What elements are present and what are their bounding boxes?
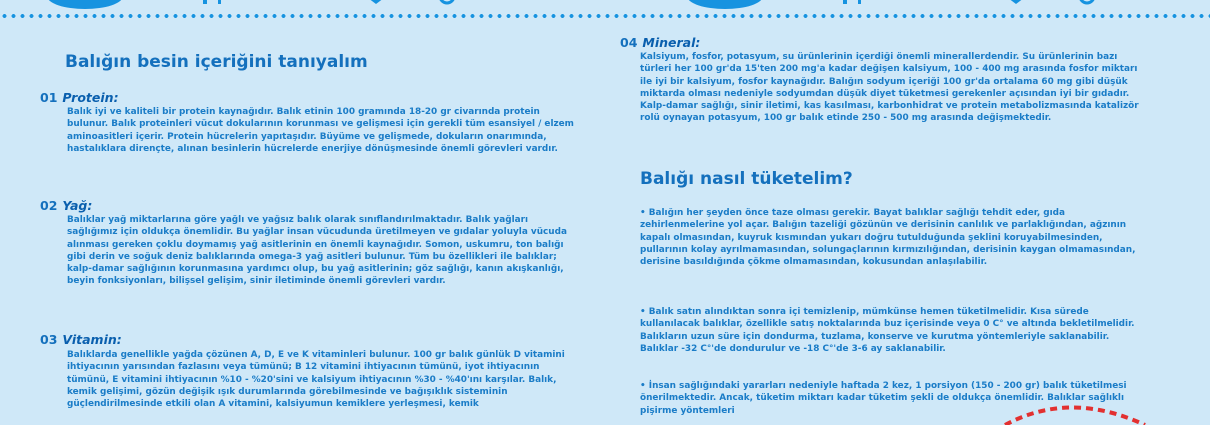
section-number: 04 xyxy=(620,35,637,50)
section-name: Vitamin: xyxy=(62,332,121,347)
section-number: 02 xyxy=(40,198,57,213)
icon-bar xyxy=(843,0,847,4)
dashed-arc-path xyxy=(1005,408,1145,425)
section-vitamin-text: Balıklarda genellikle yağda çözünen A, D, E ve K vitaminleri bulunur. 100 gr balık günlük D vitamini ihtiyacının yarısından fazlasını veya tümünü; B 12 vitamini ihtiyacının tümünü, iyot ihtiyacının tümünü, E vitamini ihtiyacının %10 - %20'sini ve kalsiyum ihtiyacının %30 - %40'ını karşılar. Balık, kemik gelişimi, gözün değişik ışık durumlarında görebilmesinde ve bağışıklık sisteminin güçlendirilmesinde etkili olan A vitamini, kalsiyumun kemiklere yerleşmesi, kemik xyxy=(67,349,577,410)
section-mineral-title xyxy=(620,35,700,50)
fish-icon xyxy=(0,0,1210,14)
consumption-bullet: • Balığın her şeyden önce taze olması gerekir. Bayat balıklar sağlığı tehdit eder, gıda zehirlenmelerine yol açar. Balığın tazeliği gözünün ve derisinin canlılık ve parlaklığından, ağzının kapalı olmasından, kuyruk kısmından yukarı doğru tutulduğunda şeklini koruyabilmesinden, pullarının kolay ayrılmamasından, solungaçlarının kırmızılığından, derisinin kaygan olmamasından, derisine basıldığında çökme olmamasından, kokusundan anlaşılabilir. xyxy=(640,207,1140,268)
section-protein-text: Balık iyi ve kaliteli bir protein kaynağıdır. Balık etinin 100 gramında 18-20 gr civarında protein bulunur. Balık proteinleri vücut dokularının korunması ve gelişmesi için gerekli tüm esansiyel / elzem aminoasitleri içerir. Protein hücrelerin yapıtaşıdır. Büyüme ve gelişmede, dokuların onarımında, hastalıklara dirençte, alınan besinlerin hücrelerde enerjiye dönüşmesinde önemli görevleri vardır. xyxy=(67,106,577,155)
section-mineral-text: Kalsiyum, fosfor, potasyum, su ürünlerinin içerdiği önemli minerallerdendir. Su ürünlerinin bazı türleri her 100 gr'da 15'ten 200 mg'a kadar değişen kalsiyum, 100 - 400 mg arasında fosfor miktarı ile iyi bir kalsiyum, fosfor kaynağıdır. Balığın sodyum içeriği 100 gr'da ortalama 60 mg gibi düşük miktarda olması nedeniyle sodyumdan düşük diyet tüketmesi gerekenler açısından iyi bir gıdadır. Kalp-damar sağlığı, sinir iletimi, kas kasılması, karbonhidrat ve protein metabolizmasında katalizör rolü oynayan potasyum, 100 gr balık etinde 250 - 500 mg arasında değişmektedir. xyxy=(640,51,1140,125)
section-name: Mineral: xyxy=(642,35,700,50)
section-name: Yağ: xyxy=(62,198,92,213)
nutrition-heading: Balığın besin içeriğini tanıyalım xyxy=(65,52,368,72)
icon-circle xyxy=(440,0,454,3)
section-vitamin-title xyxy=(40,332,122,347)
section-protein-title xyxy=(40,90,119,105)
section-number: 03 xyxy=(40,332,57,347)
section-fat-text: Balıklar yağ miktarlarına göre yağlı ve yağsız balık olarak sınıflandırılmaktadır. Balık yağları sağlığımız için oldukça önemlidir. Bu yağlar insan vücudunda üretilmeyen ve gıdalar yoluyla vücuda alınması gereken çoklu doymamış yağ asitlerinin en önemli kaynağıdır. Somon, uskumru, ton balığı gibi derin ve soğuk deniz balıklarında omega-3 yağ asitleri bulunur. Tüm bu özellikleri ile balıklar; kalp-damar sağlığının korunmasına yardımcı olup, bu yağ asitlerinin; göz sağlığı, kanın akışkanlığı, beyin fonksiyonları, bilişsel gelişim, sinir iletiminde önemli görevleri vardır. xyxy=(67,214,577,288)
icon-circle xyxy=(1080,0,1094,3)
dashed-arc-icon xyxy=(1000,395,1150,425)
consumption-bullet: • İnsan sağlığındaki yararları nedeniyle haftada 2 kez, 1 porsiyon (150 - 200 gr) balık tüketilmesi önerilmektedir. Ancak, tüketim miktarı kadar tüketim şekli de oldukça önemlidir. Balıklar sağlıklı pişirme yöntemleri xyxy=(640,380,1140,417)
icon-arrow xyxy=(360,0,392,4)
icon-bar xyxy=(203,0,207,4)
dotted-divider xyxy=(0,14,1210,18)
consumption-heading: Balığı nasıl tüketelim? xyxy=(640,169,853,189)
icon-bar xyxy=(218,0,221,4)
icon-arrow xyxy=(1000,0,1032,4)
section-number: 01 xyxy=(40,90,57,105)
fish-shape-left xyxy=(47,0,123,9)
section-fat-title xyxy=(40,198,92,213)
section-name: Protein: xyxy=(62,90,118,105)
fish-shape-right xyxy=(687,0,763,9)
icon-bar xyxy=(858,0,861,4)
consumption-bullet: • Balık satın alındıktan sonra içi temizlenip, mümkünse hemen tüketilmelidir. Kısa sürede kullanılacak balıklar, özellikle satış noktalarında buz içerisinde veya 0 C° ve altında bekletilmelidir. Balıkların uzun süre için dondurma, tuzlama, konserve ve kurutma yöntemleriyle saklanabilir. Balıklar -32 C°'de dondurulur ve -18 C°'de 3-6 ay saklanabilir. xyxy=(640,306,1140,355)
